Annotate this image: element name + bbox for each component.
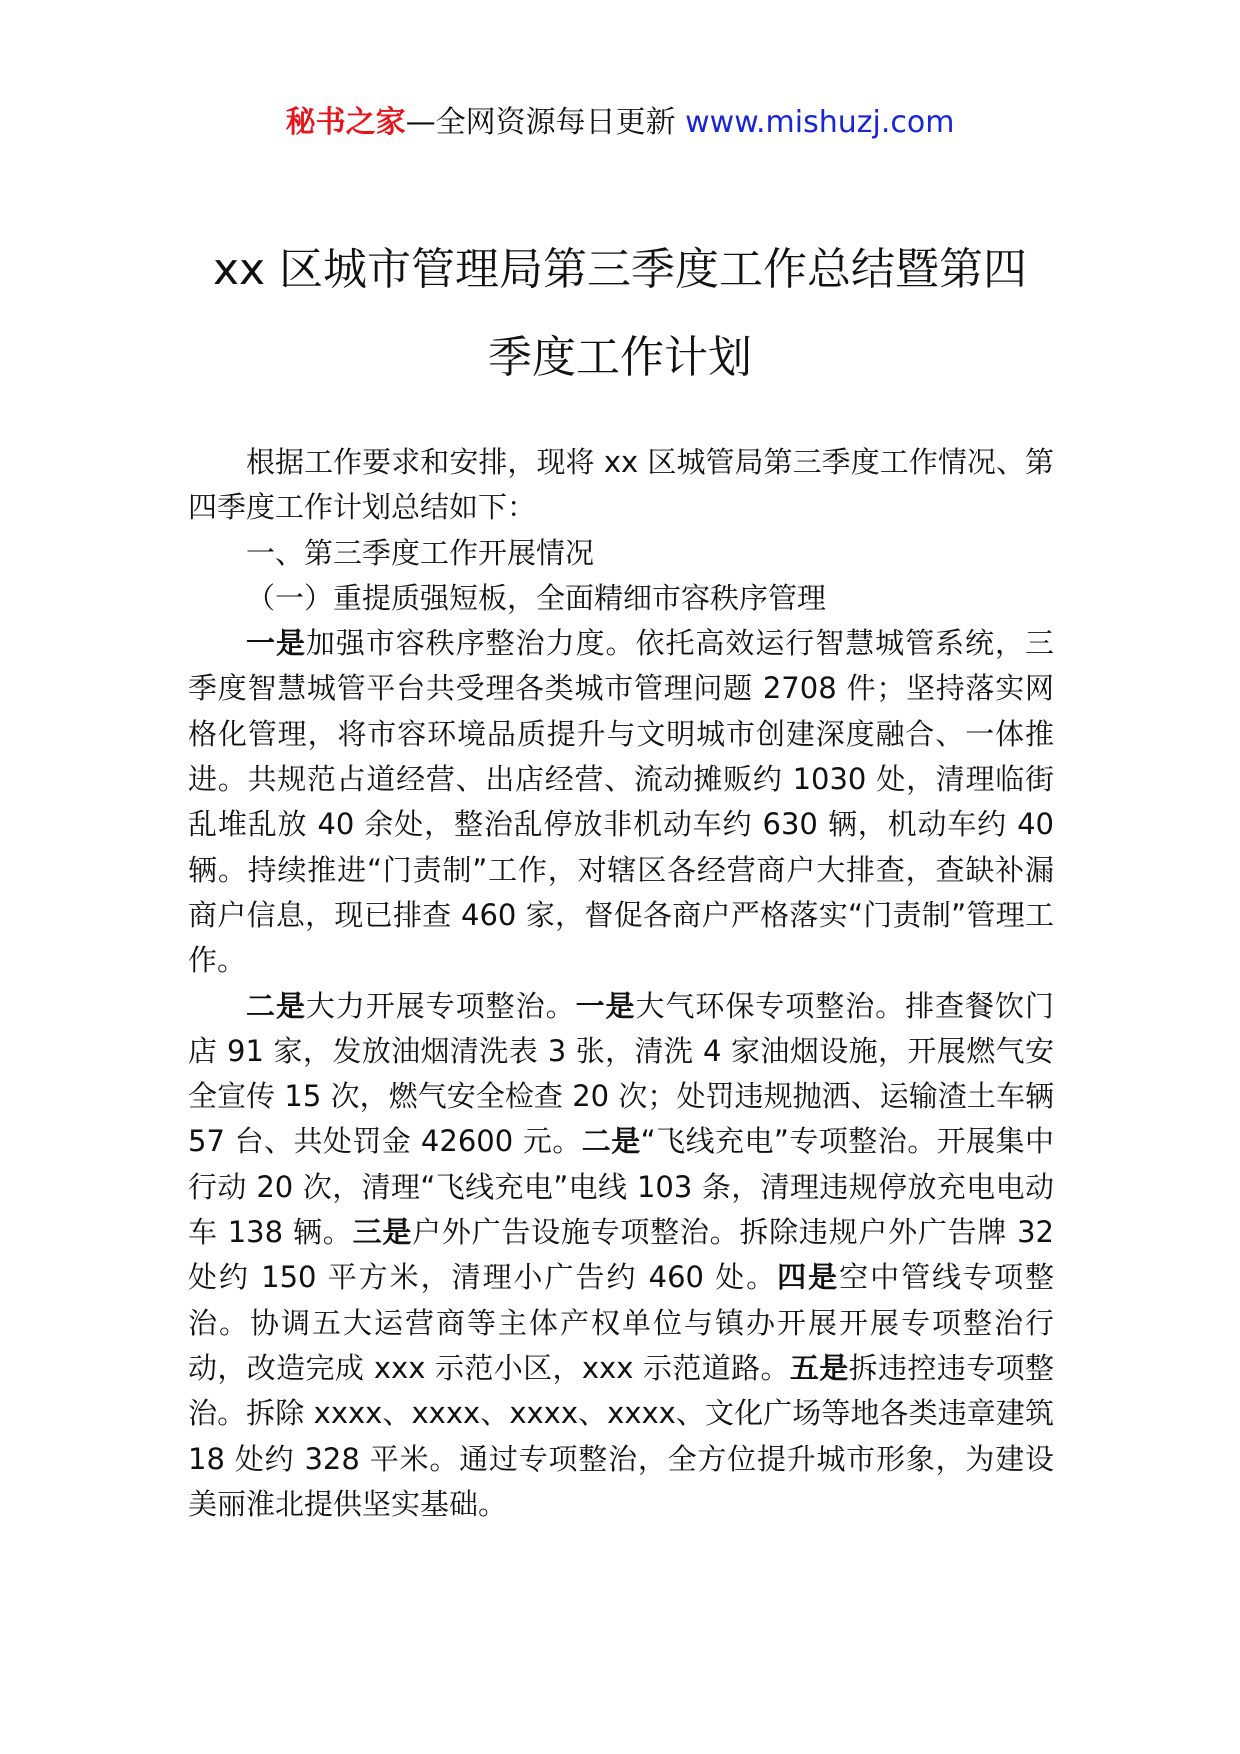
paragraph-1: [188, 621, 1054, 983]
document-title: [160, 226, 1080, 402]
item-3-lead: 三是: [352, 1215, 413, 1250]
item-2-text: “飞线充电”专项整治。开展集中行动 20 次，清理“飞线充电”电线 103 条，清理违规停放充电电动车 138 辆。: [188, 1124, 1054, 1250]
document-body: [188, 440, 1054, 1527]
title-line-2: 季度工作计划: [488, 332, 752, 383]
paragraph-1-lead: 一是: [246, 626, 306, 661]
header-brand: 秘书之家: [285, 105, 406, 140]
paragraph-2-lead: 二是: [246, 988, 306, 1023]
item-2-lead: 二是: [581, 1124, 641, 1159]
item-5-text: 拆违控违专项整治。拆除 xxxx、xxxx、xxxx、xxxx、文化广场等地各类违章建筑 18 处约 328 平米。通过专项整治，全方位提升城市形象，为建设美丽淮北提供坚实基础。: [188, 1350, 1054, 1521]
paragraph-2-text: 大力开展专项整治。: [305, 988, 576, 1023]
title-line-1: xx 区城市管理局第三季度工作总结暨第四: [212, 244, 1028, 295]
subsection-heading: （一）重提质强短板，全面精细市容秩序管理: [246, 580, 827, 615]
intro-paragraph: 根据工作要求和安排，现将 xx 区城管局第三季度工作情况、第四季度工作计划总结如下：: [188, 445, 1054, 525]
paragraph-1-text: 加强市容秩序整治力度。依托高效运行智慧城管系统，三季度智慧城管平台共受理各类城市管理问题 2708 件；坚持落实网格化管理，将市容环境品质提升与文明城市创建深度融合、一体推进。共规范占道经营、出店经营、流动摊贩约 1030 处，清理临街乱堆乱放 40 余处，整治乱停放非机动车约 630 辆，机动车约 40 辆。持续推进“门责制”工作，对辖区各经营商户大排查，查缺补漏商户信息，现已排查 460 家，督促各商户严格落实“门责制”管理工作。: [188, 626, 1054, 978]
header-slogan: —全网资源每日更新: [405, 105, 686, 140]
paragraph-2: [188, 984, 1054, 1528]
item-4-text: 空中管线专项整治。协调五大运营商等主体产权单位与镇办开展开展专项整治行动，改造完成 xxx 示范小区，xxx 示范道路。: [188, 1260, 1054, 1385]
item-4-lead: 四是: [777, 1260, 840, 1295]
section-heading: 一、第三季度工作开展情况: [246, 535, 595, 570]
item-5-lead: 五是: [789, 1350, 849, 1385]
site-header: [0, 100, 1240, 146]
item-3-text: 户外广告设施专项整治。拆除违规户外广告牌 32 处约 150 平方米，清理小广告约 460 处。: [188, 1215, 1054, 1295]
header-url-link[interactable]: www.mishuzj.com: [685, 105, 955, 140]
item-1-text: 大气环保专项整治。排查餐饮门店 91 家，发放油烟清洗表 3 张，清洗 4 家油烟设施，开展燃气安全宣传 15 次，燃气安全检查 20 次；处罚违规抛洒、运输渣土车辆 57 台、共处罚金 42600 元。: [188, 988, 1054, 1159]
item-1-lead: 一是: [575, 988, 636, 1023]
